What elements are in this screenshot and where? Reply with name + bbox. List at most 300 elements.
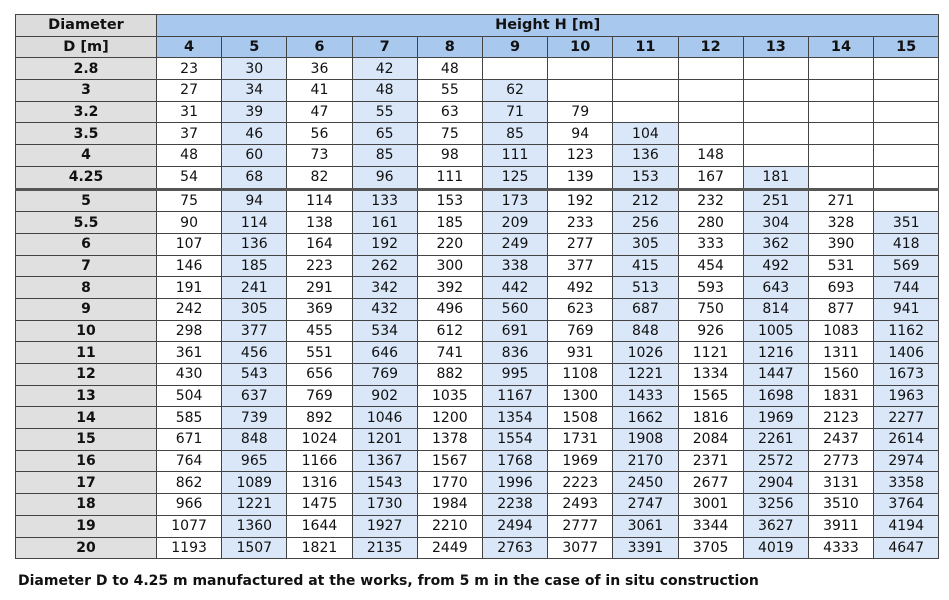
value-cell: 114 [222,212,287,234]
value-cell: 643 [743,277,808,299]
value-cell: 454 [678,255,743,277]
value-cell: 764 [157,450,222,472]
value-cell: 1507 [222,537,287,559]
value-cell: 1378 [417,429,482,451]
table-row [16,537,939,559]
value-cell: 328 [808,212,873,234]
value-cell [874,166,939,189]
value-cell: 1673 [874,364,939,386]
value-cell: 432 [352,298,417,320]
value-cell: 1996 [482,472,547,494]
value-cell: 212 [613,189,678,212]
value-cell: 223 [287,255,352,277]
value-cell: 291 [287,277,352,299]
table-row [16,58,939,80]
value-cell: 687 [613,298,678,320]
value-cell: 2763 [482,537,547,559]
value-cell: 966 [157,494,222,516]
value-cell: 192 [548,189,613,212]
value-cell: 560 [482,298,547,320]
value-cell: 125 [482,166,547,189]
value-cell [874,101,939,123]
value-cell [874,58,939,80]
value-cell: 54 [157,166,222,189]
diameter-cell: 5.5 [16,212,157,234]
value-cell: 1360 [222,515,287,537]
value-cell: 1121 [678,342,743,364]
value-cell: 3627 [743,515,808,537]
table-row [16,429,939,451]
table-row [16,450,939,472]
height-col-header: 15 [874,36,939,58]
value-cell: 94 [548,123,613,145]
value-cell: 569 [874,255,939,277]
value-cell: 75 [157,189,222,212]
value-cell: 3358 [874,472,939,494]
height-col-header: 6 [287,36,352,58]
value-cell: 136 [222,233,287,255]
table-row [16,80,939,102]
value-cell: 862 [157,472,222,494]
value-cell: 656 [287,364,352,386]
value-cell: 342 [352,277,417,299]
value-cell: 1565 [678,385,743,407]
value-cell: 534 [352,320,417,342]
diameter-cell: 15 [16,429,157,451]
value-cell: 362 [743,233,808,255]
value-cell: 877 [808,298,873,320]
value-cell: 1969 [548,450,613,472]
value-cell [874,80,939,102]
diameter-cell: 2.8 [16,58,157,80]
diameter-cell: 16 [16,450,157,472]
value-cell [743,58,808,80]
value-cell: 623 [548,298,613,320]
table-row [16,407,939,429]
table-row [16,515,939,537]
value-cell: 2449 [417,537,482,559]
diameter-cell: 20 [16,537,157,559]
value-cell: 1508 [548,407,613,429]
value-cell: 153 [417,189,482,212]
value-cell: 1475 [287,494,352,516]
value-cell: 104 [613,123,678,145]
table-row [16,342,939,364]
value-cell: 65 [352,123,417,145]
value-cell: 333 [678,233,743,255]
value-cell: 1200 [417,407,482,429]
value-cell: 836 [482,342,547,364]
value-cell: 185 [222,255,287,277]
value-cell [743,145,808,167]
value-cell: 671 [157,429,222,451]
height-col-header: 10 [548,36,613,58]
value-cell: 41 [287,80,352,102]
value-cell: 3510 [808,494,873,516]
value-cell: 1035 [417,385,482,407]
table-row [16,166,939,189]
value-cell: 612 [417,320,482,342]
value-cell: 1005 [743,320,808,342]
value-cell: 691 [482,320,547,342]
value-cell: 48 [417,58,482,80]
value-cell [613,58,678,80]
value-cell: 37 [157,123,222,145]
value-cell: 48 [157,145,222,167]
height-header: Height H [m] [157,15,939,37]
diameter-cell: 19 [16,515,157,537]
height-col-header: 4 [157,36,222,58]
value-cell: 1077 [157,515,222,537]
d-unit-header: D [m] [16,36,157,58]
value-cell: 114 [287,189,352,212]
value-cell [874,189,939,212]
value-cell: 1300 [548,385,613,407]
diameter-header: Diameter [16,15,157,37]
value-cell: 148 [678,145,743,167]
height-col-header: 11 [613,36,678,58]
value-cell: 1166 [287,450,352,472]
height-col-header: 13 [743,36,808,58]
value-cell: 277 [548,233,613,255]
value-cell [874,123,939,145]
value-cell: 153 [613,166,678,189]
value-cell: 769 [352,364,417,386]
table-row [16,277,939,299]
value-cell: 1167 [482,385,547,407]
value-cell: 2974 [874,450,939,472]
value-cell: 94 [222,189,287,212]
value-cell: 1768 [482,450,547,472]
value-cell: 42 [352,58,417,80]
value-cell: 164 [287,233,352,255]
value-cell: 1821 [287,537,352,559]
diameter-cell: 10 [16,320,157,342]
value-cell: 338 [482,255,547,277]
diameter-cell: 18 [16,494,157,516]
value-cell: 361 [157,342,222,364]
value-cell: 392 [417,277,482,299]
table-row [16,123,939,145]
value-cell [743,101,808,123]
value-cell: 55 [352,101,417,123]
value-cell: 2614 [874,429,939,451]
value-cell: 2135 [352,537,417,559]
capacity-table [15,14,939,559]
value-cell [743,123,808,145]
value-cell: 882 [417,364,482,386]
value-cell: 1984 [417,494,482,516]
value-cell: 1730 [352,494,417,516]
value-cell: 926 [678,320,743,342]
value-cell: 46 [222,123,287,145]
value-cell: 34 [222,80,287,102]
value-cell: 3391 [613,537,678,559]
value-cell [613,101,678,123]
value-cell: 2277 [874,407,939,429]
value-cell: 249 [482,233,547,255]
value-cell: 593 [678,277,743,299]
value-cell [548,58,613,80]
value-cell: 418 [874,233,939,255]
value-cell: 262 [352,255,417,277]
diameter-cell: 4 [16,145,157,167]
value-cell [808,58,873,80]
value-cell: 56 [287,123,352,145]
value-cell: 430 [157,364,222,386]
header-row-1 [16,15,939,37]
value-cell: 300 [417,255,482,277]
value-cell: 769 [287,385,352,407]
value-cell: 390 [808,233,873,255]
value-cell: 4333 [808,537,873,559]
value-cell: 47 [287,101,352,123]
value-cell: 2084 [678,429,743,451]
value-cell: 1162 [874,320,939,342]
value-cell: 2572 [743,450,808,472]
value-cell: 543 [222,364,287,386]
value-cell: 1731 [548,429,613,451]
value-cell: 233 [548,212,613,234]
value-cell: 4194 [874,515,939,537]
value-cell: 1406 [874,342,939,364]
value-cell: 39 [222,101,287,123]
value-cell: 2904 [743,472,808,494]
value-cell: 1662 [613,407,678,429]
value-cell [808,101,873,123]
value-cell: 280 [678,212,743,234]
value-cell: 161 [352,212,417,234]
value-cell: 1089 [222,472,287,494]
table-row [16,494,939,516]
value-cell: 1698 [743,385,808,407]
value-cell: 1770 [417,472,482,494]
value-cell: 251 [743,189,808,212]
value-cell [678,123,743,145]
value-cell: 531 [808,255,873,277]
value-cell [808,80,873,102]
value-cell: 637 [222,385,287,407]
value-cell: 2777 [548,515,613,537]
value-cell: 2210 [417,515,482,537]
value-cell: 242 [157,298,222,320]
table-row [16,364,939,386]
value-cell: 133 [352,189,417,212]
height-col-header: 5 [222,36,287,58]
table-row [16,385,939,407]
value-cell: 62 [482,80,547,102]
diameter-cell: 5 [16,189,157,212]
value-cell: 492 [548,277,613,299]
value-cell [743,80,808,102]
value-cell: 513 [613,277,678,299]
value-cell: 2747 [613,494,678,516]
value-cell: 848 [613,320,678,342]
value-cell: 1644 [287,515,352,537]
value-cell: 107 [157,233,222,255]
height-col-header: 12 [678,36,743,58]
value-cell: 646 [352,342,417,364]
value-cell: 585 [157,407,222,429]
value-cell: 1221 [613,364,678,386]
value-cell: 85 [352,145,417,167]
table-row [16,233,939,255]
value-cell [808,145,873,167]
value-cell: 271 [808,189,873,212]
value-cell: 96 [352,166,417,189]
value-cell: 4647 [874,537,939,559]
value-cell: 173 [482,189,547,212]
value-cell: 995 [482,364,547,386]
value-cell: 220 [417,233,482,255]
value-cell: 369 [287,298,352,320]
value-cell: 1969 [743,407,808,429]
table-row [16,189,939,212]
diameter-cell: 14 [16,407,157,429]
value-cell: 1108 [548,364,613,386]
value-cell: 48 [352,80,417,102]
value-cell: 68 [222,166,287,189]
diameter-cell: 3.5 [16,123,157,145]
value-cell [613,80,678,102]
value-cell: 111 [482,145,547,167]
diameter-cell: 12 [16,364,157,386]
table-row [16,472,939,494]
value-cell: 1554 [482,429,547,451]
value-cell: 1316 [287,472,352,494]
height-col-header: 14 [808,36,873,58]
value-cell: 739 [222,407,287,429]
value-cell: 1963 [874,385,939,407]
diameter-cell: 13 [16,385,157,407]
value-cell: 2170 [613,450,678,472]
value-cell: 241 [222,277,287,299]
value-cell: 3077 [548,537,613,559]
diameter-cell: 9 [16,298,157,320]
value-cell: 2223 [548,472,613,494]
diameter-cell: 6 [16,233,157,255]
value-cell: 1354 [482,407,547,429]
value-cell: 138 [287,212,352,234]
value-cell: 1447 [743,364,808,386]
value-cell: 456 [222,342,287,364]
value-cell: 750 [678,298,743,320]
value-cell: 36 [287,58,352,80]
value-cell: 848 [222,429,287,451]
value-cell: 892 [287,407,352,429]
value-cell: 1433 [613,385,678,407]
value-cell: 965 [222,450,287,472]
table-row [16,320,939,342]
value-cell: 1908 [613,429,678,451]
value-cell: 1543 [352,472,417,494]
value-cell: 167 [678,166,743,189]
value-cell: 305 [222,298,287,320]
value-cell: 63 [417,101,482,123]
value-cell: 73 [287,145,352,167]
value-cell: 1024 [287,429,352,451]
value-cell: 123 [548,145,613,167]
value-cell: 75 [417,123,482,145]
value-cell: 71 [482,101,547,123]
diameter-cell: 8 [16,277,157,299]
diameter-cell: 4.25 [16,166,157,189]
value-cell: 146 [157,255,222,277]
value-cell: 492 [743,255,808,277]
value-cell: 3131 [808,472,873,494]
diameter-cell: 11 [16,342,157,364]
height-col-header: 8 [417,36,482,58]
value-cell: 455 [287,320,352,342]
value-cell: 551 [287,342,352,364]
value-cell: 814 [743,298,808,320]
value-cell: 4019 [743,537,808,559]
value-cell: 1046 [352,407,417,429]
diameter-cell: 3.2 [16,101,157,123]
value-cell: 496 [417,298,482,320]
value-cell: 1311 [808,342,873,364]
value-cell: 1201 [352,429,417,451]
value-cell: 2238 [482,494,547,516]
value-cell: 3911 [808,515,873,537]
value-cell: 3256 [743,494,808,516]
value-cell: 79 [548,101,613,123]
height-col-header: 7 [352,36,417,58]
value-cell: 3705 [678,537,743,559]
footnote: Diameter D to 4.25 m manufactured at the works, from 5 m in the case of in situ construction [18,573,759,589]
value-cell: 2773 [808,450,873,472]
value-cell [874,145,939,167]
value-cell: 1216 [743,342,808,364]
value-cell: 139 [548,166,613,189]
value-cell: 23 [157,58,222,80]
value-cell: 298 [157,320,222,342]
value-cell: 693 [808,277,873,299]
value-cell: 769 [548,320,613,342]
value-cell: 136 [613,145,678,167]
value-cell: 111 [417,166,482,189]
value-cell: 2437 [808,429,873,451]
value-cell: 98 [417,145,482,167]
value-cell: 90 [157,212,222,234]
value-cell: 232 [678,189,743,212]
value-cell: 377 [548,255,613,277]
table-row [16,101,939,123]
value-cell [548,80,613,102]
value-cell: 1560 [808,364,873,386]
value-cell: 27 [157,80,222,102]
value-cell: 185 [417,212,482,234]
value-cell: 30 [222,58,287,80]
value-cell: 1816 [678,407,743,429]
value-cell: 181 [743,166,808,189]
table-row [16,298,939,320]
value-cell [808,123,873,145]
value-cell: 2494 [482,515,547,537]
value-cell: 1927 [352,515,417,537]
value-cell: 2261 [743,429,808,451]
value-cell: 31 [157,101,222,123]
value-cell [678,58,743,80]
value-cell: 3764 [874,494,939,516]
value-cell: 256 [613,212,678,234]
value-cell: 85 [482,123,547,145]
diameter-cell: 3 [16,80,157,102]
value-cell: 192 [352,233,417,255]
value-cell: 82 [287,166,352,189]
value-cell: 3344 [678,515,743,537]
value-cell [678,80,743,102]
